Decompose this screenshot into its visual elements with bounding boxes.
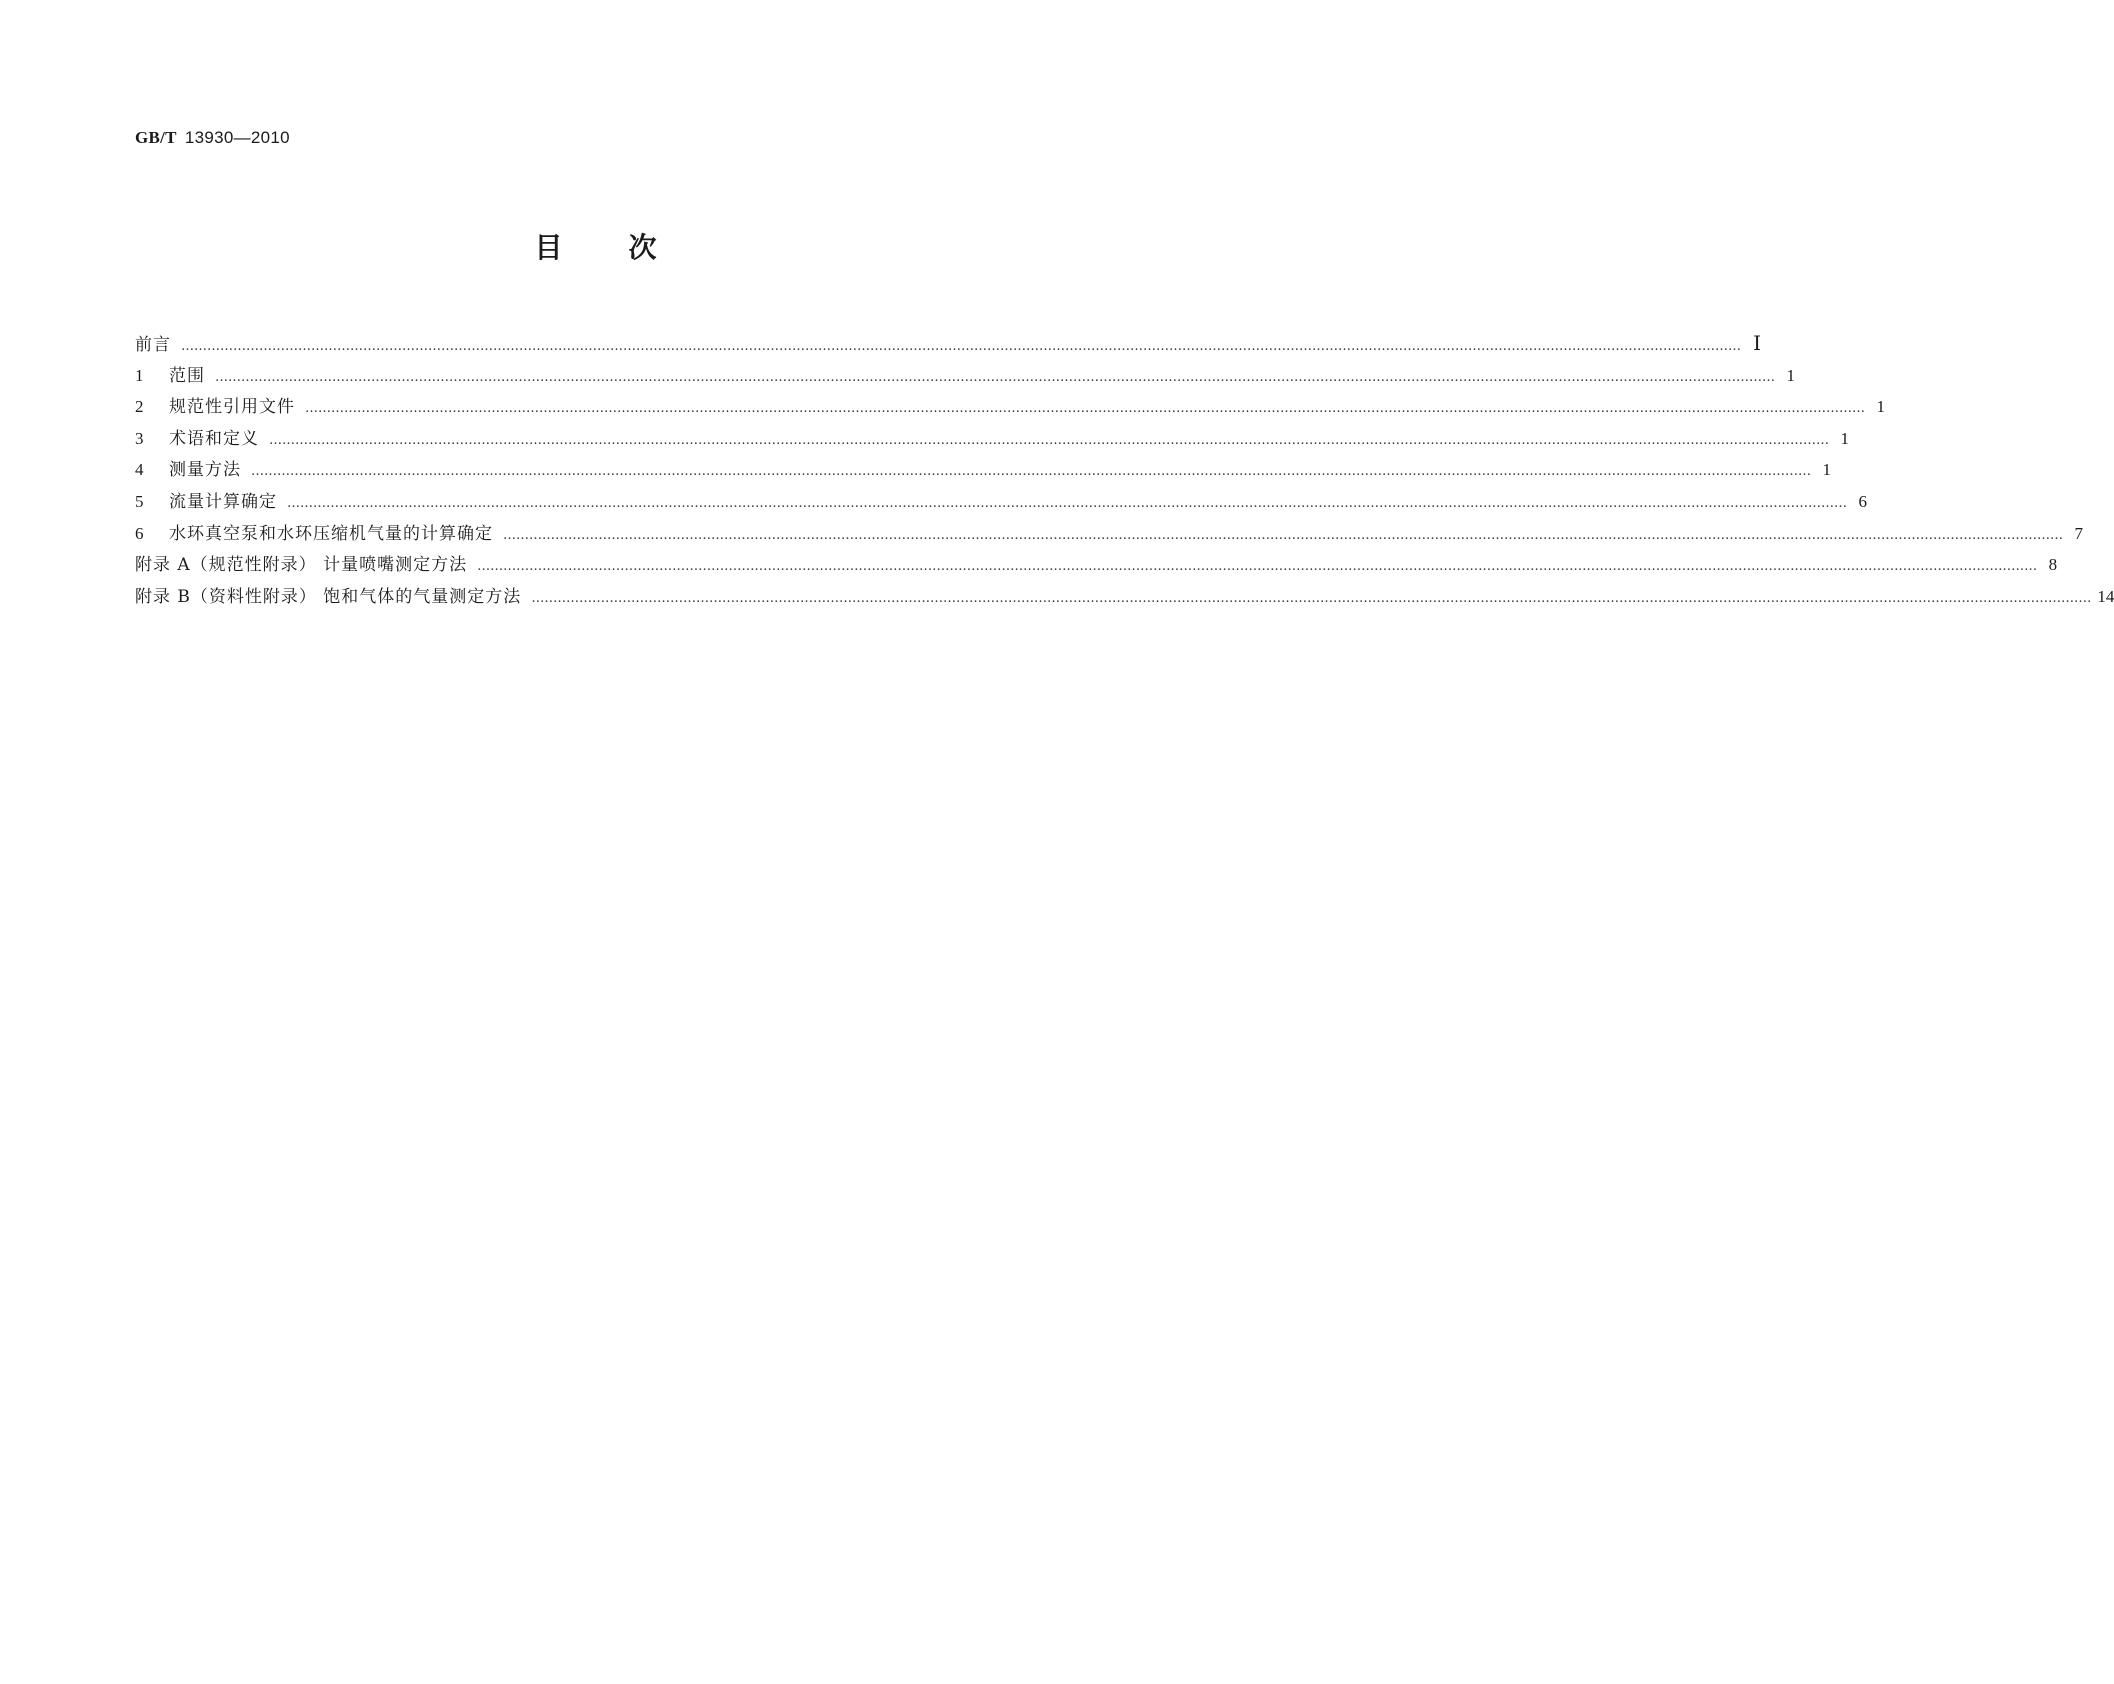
toc-entry-number: 2: [135, 397, 144, 417]
toc-entry-normative-references[interactable]: [135, 391, 1885, 423]
toc-heading-char-1: 目: [534, 231, 563, 264]
toc-entry-foreword[interactable]: [135, 328, 1761, 360]
toc-entry-page: 7: [2074, 523, 2083, 543]
toc-entry-annex-b[interactable]: [135, 581, 2114, 613]
toc-entry-label: 测量方法: [169, 460, 241, 481]
dot-leader: ………………………………………………………………………………………………………………………………………………………………………………………………………………………………………………………………………………………………………………………………: [251, 464, 1811, 480]
toc-entry-page: 14: [2097, 586, 2114, 606]
toc-entry-measurement-methods[interactable]: [135, 454, 1831, 486]
standard-prefix: GB/T: [135, 128, 177, 147]
toc-entry-flow-calculation[interactable]: [135, 486, 1867, 518]
toc-entry-annex-a[interactable]: [135, 549, 2058, 581]
toc-entry-scope[interactable]: [135, 360, 1795, 392]
toc-entry-page: 1: [1876, 397, 1885, 417]
toc-entry-page: Ⅰ: [1753, 331, 1761, 355]
toc-entry-label: 规范性引用文件: [169, 397, 295, 418]
toc-entry-label: 流量计算确定: [169, 491, 277, 512]
toc-entry-label: 术语和定义: [169, 428, 259, 449]
toc-entry-number: 5: [135, 491, 144, 511]
dot-leader: ………………………………………………………………………………………………………………………………………………………………………………………………………………………………………………………………………………………………………………………………: [477, 559, 2038, 575]
toc-entry-page: 8: [2048, 555, 2058, 575]
toc-entry-label: 水环真空泵和水环压缩机气量的计算确定: [169, 523, 493, 544]
standard-number: 13930—2010: [184, 128, 290, 147]
toc-entry-page: 1: [1786, 365, 1795, 385]
toc-entry-number: 3: [135, 428, 144, 448]
toc-entry-gas-volume-calculation[interactable]: [135, 518, 2083, 550]
standard-code: [135, 128, 290, 148]
dot-leader: ………………………………………………………………………………………………………………………………………………………………………………………………………………………………………………………………………………………………………………………………: [181, 339, 1741, 354]
dot-leader: ………………………………………………………………………………………………………………………………………………………………………………………………………………………………………………………………………………………………………………………………: [503, 527, 2063, 543]
table-of-contents: [135, 328, 2114, 612]
dot-leader: ………………………………………………………………………………………………………………………………………………………………………………………………………………………………………………………………………………………………………………………………: [287, 495, 1847, 511]
dot-leader: ………………………………………………………………………………………………………………………………………………………………………………………………………………………………………………………………………………………………………………………………: [269, 432, 1829, 448]
dot-leader: ………………………………………………………………………………………………………………………………………………………………………………………………………………………………………………………………………………………………………………………………: [531, 590, 2092, 606]
toc-entry-label: 附录 B（资料性附录） 饱和气体的气量测定方法: [135, 586, 522, 607]
dot-leader: ………………………………………………………………………………………………………………………………………………………………………………………………………………………………………………………………………………………………………………………………: [215, 369, 1775, 385]
toc-entry-page: 6: [1858, 491, 1867, 511]
toc-heading-char-2: 次: [628, 231, 657, 264]
toc-entry-number: 6: [135, 523, 144, 543]
toc-entry-page: 1: [1822, 460, 1831, 480]
toc-entry-label: 前言: [135, 335, 171, 355]
toc-entry-label: 附录 A（规范性附录） 计量喷嘴测定方法: [135, 555, 468, 576]
toc-entry-label: 范围: [169, 365, 205, 386]
toc-heading: [0, 226, 1191, 266]
toc-entry-number: 1: [135, 365, 144, 385]
toc-entry-number: 4: [135, 460, 144, 480]
toc-entry-terms-definitions[interactable]: [135, 423, 1849, 455]
dot-leader: ………………………………………………………………………………………………………………………………………………………………………………………………………………………………………………………………………………………………………………………………: [305, 401, 1865, 417]
toc-entry-page: 1: [1840, 428, 1849, 448]
